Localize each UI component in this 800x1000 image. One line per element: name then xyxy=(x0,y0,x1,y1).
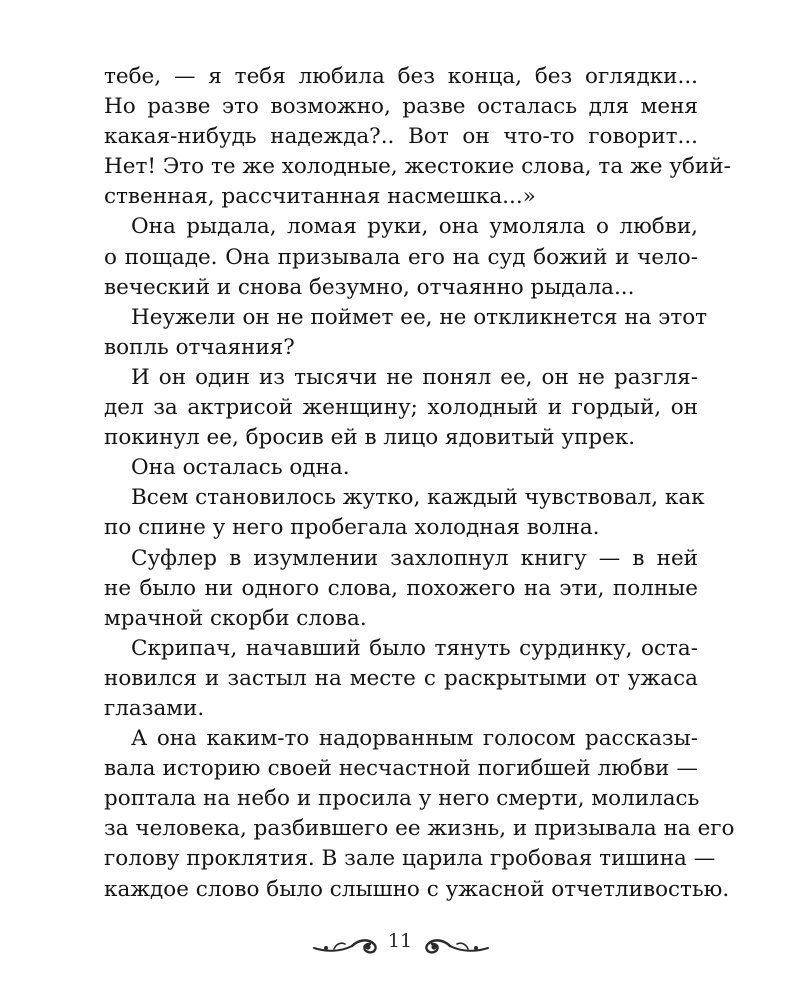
text-line: Скрипач, начавший было тянуть сурдинку, оста- xyxy=(131,635,698,661)
text-line: новился и застыл на месте с раскрытыми от ужаса xyxy=(104,665,698,691)
text-line: ственная, рассчитанная насмешка...» xyxy=(104,184,536,210)
page-footer xyxy=(0,920,800,968)
text-line: Неужели он не поймет ее, не откликнется на этот xyxy=(131,304,708,330)
text-line: веческий и снова безумно, отчаянно рыдала... xyxy=(104,274,635,300)
text-line: Всем становилось жутко, каждый чувствовал, как xyxy=(131,485,705,511)
text-line: вала историю своей несчастной погибшей любви — xyxy=(104,756,698,782)
page-number: 11 xyxy=(387,930,413,952)
text-line: какая-нибудь надежда?.. Вот он что-то говорит... xyxy=(104,124,698,150)
text-line: вопль отчаяния? xyxy=(104,334,295,360)
text-line: И он один из тысячи не понял ее, он не разгля- xyxy=(131,364,698,390)
left-ornament-icon xyxy=(312,930,384,956)
text-line: Нет! Это те же холодные, жестокие слова, та же убий- xyxy=(104,154,731,180)
right-ornament-icon xyxy=(418,930,490,956)
text-line: роптала на небо и просила у него смерти, молилась xyxy=(104,786,700,812)
text-line: глазами. xyxy=(104,695,205,721)
text-line: дел за актрисой женщину; холодный и гордый, он xyxy=(104,395,698,421)
text-line: не было ни одного слова, похожего на эти, полные xyxy=(104,575,698,601)
text-line: А она каким-то надорванным голосом рассказы- xyxy=(131,726,698,752)
text-line: Но разве это возможно, разве осталась для меня xyxy=(104,94,698,120)
text-line: Суфлер в изумлении захлопнул книгу — в ней xyxy=(131,545,698,571)
text-line: о пощаде. Она призывала его на суд божий и чело- xyxy=(104,244,698,270)
text-line: покинул ее, бросив ей в лицо ядовитый упрек. xyxy=(104,425,636,451)
text-line: каждое слово было слышно с ужасной отчетливостью. xyxy=(104,876,730,902)
text-line: Она рыдала, ломая руки, она умоляла о любви, xyxy=(131,214,698,240)
page-text xyxy=(104,62,735,905)
text-line: по спине у него пробегала холодная волна. xyxy=(104,515,600,541)
text-line: голову проклятия. В зале царила гробовая тишина — xyxy=(104,846,716,872)
text-line: Она осталась одна. xyxy=(131,455,350,481)
text-line: за человека, разбившего ее жизнь, и призывала на его xyxy=(104,816,735,842)
text-line: тебе, — я тебя любила без конца, без оглядки... xyxy=(104,64,698,89)
text-line: мрачной скорби слова. xyxy=(104,605,367,631)
